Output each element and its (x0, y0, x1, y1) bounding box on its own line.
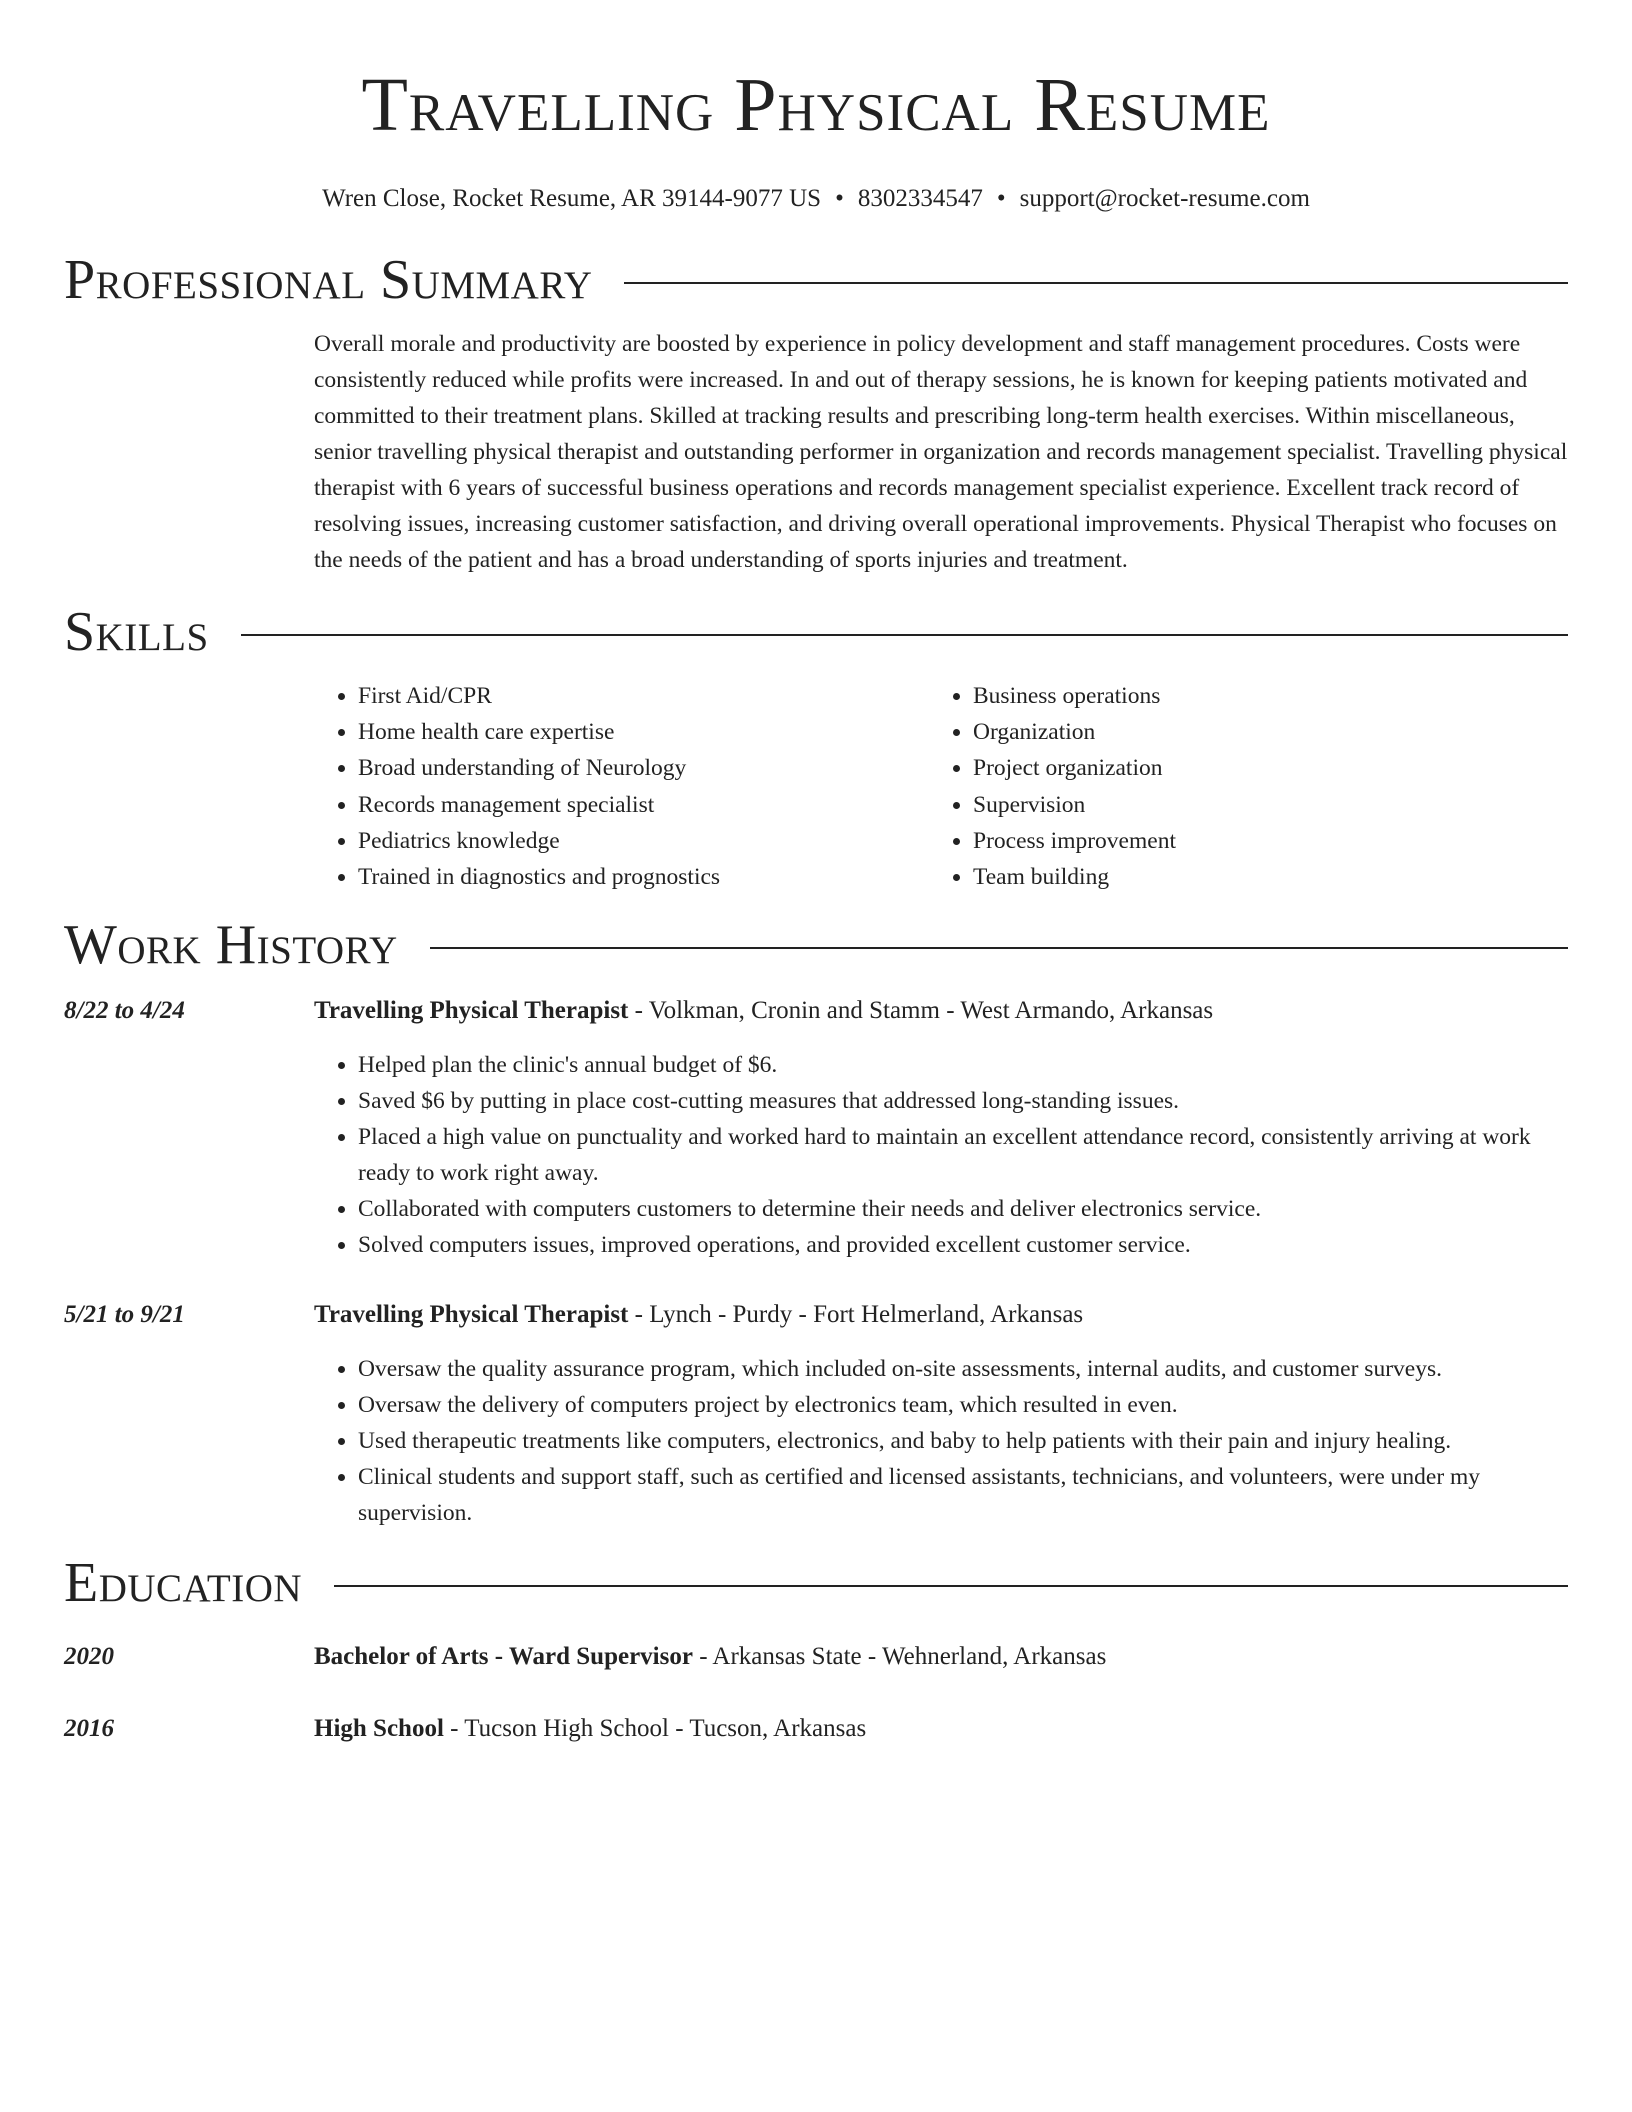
education-content (314, 1639, 1568, 1675)
job-header (314, 1297, 1568, 1333)
education-entry (64, 1639, 1568, 1675)
summary-heading: Professional Summary (64, 249, 593, 311)
education-school: - Arkansas State - Wehnerland, Arkansas (692, 1643, 1107, 1671)
contact-phone: 8302334547 (857, 185, 983, 212)
education-content (314, 1711, 1568, 1747)
work-heading: Work History (64, 914, 398, 977)
skill-item: • Trained in diagnostics and prognostics (358, 859, 929, 895)
education-heading: Education (64, 1552, 303, 1615)
job-bullet: • Solved computers issues, improved operations, and provided excellent customer service. (358, 1227, 1568, 1263)
resume-name: Travelling Physical Resume (361, 63, 1271, 147)
section-divider (430, 947, 1568, 949)
job-dates: 5/21 to 9/21 (64, 1301, 185, 1329)
job-employer: - Lynch - Purdy - Fort Helmerland, Arkansas (628, 1301, 1084, 1329)
education-year: 2016 (64, 1715, 114, 1743)
job-content (314, 1297, 1568, 1531)
skills-heading: Skills (64, 601, 209, 663)
skill-item: • Home health care expertise (358, 714, 929, 750)
contact-separator: • (835, 185, 844, 212)
skills-section-header (64, 600, 1568, 664)
job-bullets (314, 1047, 1568, 1263)
summary-section-header (64, 248, 1568, 312)
job-entry (64, 993, 1568, 1263)
job-header (314, 993, 1568, 1029)
education-degree: Bachelor of Arts - Ward Supervisor (314, 1643, 693, 1671)
job-bullet: • Used therapeutic treatments like computers, electronics, and baby to help patients with their pain and injury healing. (358, 1423, 1568, 1459)
skills-list (314, 678, 1568, 895)
skill-item: • Pediatrics knowledge (358, 823, 929, 859)
section-divider (624, 282, 1568, 284)
contact-line (64, 184, 1568, 214)
job-title: Travelling Physical Therapist (314, 997, 629, 1025)
skill-item: • Organization (973, 714, 1544, 750)
skill-item: • Business operations (973, 678, 1544, 714)
skill-item: • Supervision (973, 787, 1544, 823)
skill-item: • First Aid/CPR (358, 678, 929, 714)
skill-item: • Broad understanding of Neurology (358, 750, 929, 786)
job-bullet: • Oversaw the quality assurance program, which included on-site assessments, internal audits, and customer surveys. (358, 1351, 1568, 1387)
job-bullets (314, 1351, 1568, 1531)
job-entry (64, 1297, 1568, 1531)
skill-item: • Team building (973, 859, 1544, 895)
education-section-header (64, 1551, 1568, 1615)
skill-item: • Project organization (973, 750, 1544, 786)
job-dates: 8/22 to 4/24 (64, 997, 185, 1025)
job-bullet: • Placed a high value on punctuality and worked hard to maintain an excellent attendance record, consistently arriving at work ready to work right away. (358, 1119, 1568, 1191)
job-bullet: • Collaborated with computers customers to determine their needs and deliver electronics service. (358, 1191, 1568, 1227)
education-degree: High School (314, 1715, 444, 1743)
job-bullet: • Oversaw the delivery of computers project by electronics team, which resulted in even. (358, 1387, 1568, 1423)
work-section-header (64, 913, 1568, 977)
job-bullet: • Saved $6 by putting in place cost-cutting measures that addressed long-standing issues. (358, 1083, 1568, 1119)
contact-separator: • (996, 185, 1006, 212)
section-divider (334, 1585, 1568, 1587)
job-title: Travelling Physical Therapist (314, 1301, 629, 1329)
job-bullet: • Clinical students and support staff, such as certified and licensed assistants, technicians, and volunteers, were under my supervision. (358, 1459, 1568, 1531)
summary-text: Overall morale and productivity are boosted by experience in policy development and staff management procedures. Costs were consistently reduced while profits were increased. In and out of therapy sessions, he is known for keeping patients motivated and committed to their treatment plans. Skilled at tracking results and prescribing long-term health exercises. Within miscellaneous, senior travelling physical therapist and outstanding performer in organization and records management specialist. Travelling physical therapist with 6 years of successful business operations and records management specialist experience. Excellent track record of resolving issues, increasing customer satisfaction, and driving overall operational improvements. Physical Therapist who focuses on the needs of the patient and has a broad understanding of sports injuries and treatment. (314, 331, 1568, 573)
contact-email: support@rocket-resume.com (1019, 185, 1310, 212)
education-year: 2020 (64, 1643, 114, 1671)
education-school: - Tucson High School - Tucson, Arkansas (443, 1715, 867, 1743)
job-employer: - Volkman, Cronin and Stamm - West Armando, Arkansas (628, 997, 1214, 1025)
section-divider (241, 634, 1568, 636)
education-entry (64, 1711, 1568, 1747)
job-bullet: • Helped plan the clinic's annual budget of $6. (358, 1047, 1568, 1083)
skills-column-left (314, 678, 929, 895)
skill-item: • Process improvement (973, 823, 1544, 859)
skill-item: • Records management specialist (358, 787, 929, 823)
skills-column-right (929, 678, 1544, 895)
contact-address: Wren Close, Rocket Resume, AR 39144-9077 US (322, 185, 822, 212)
job-content (314, 993, 1568, 1263)
